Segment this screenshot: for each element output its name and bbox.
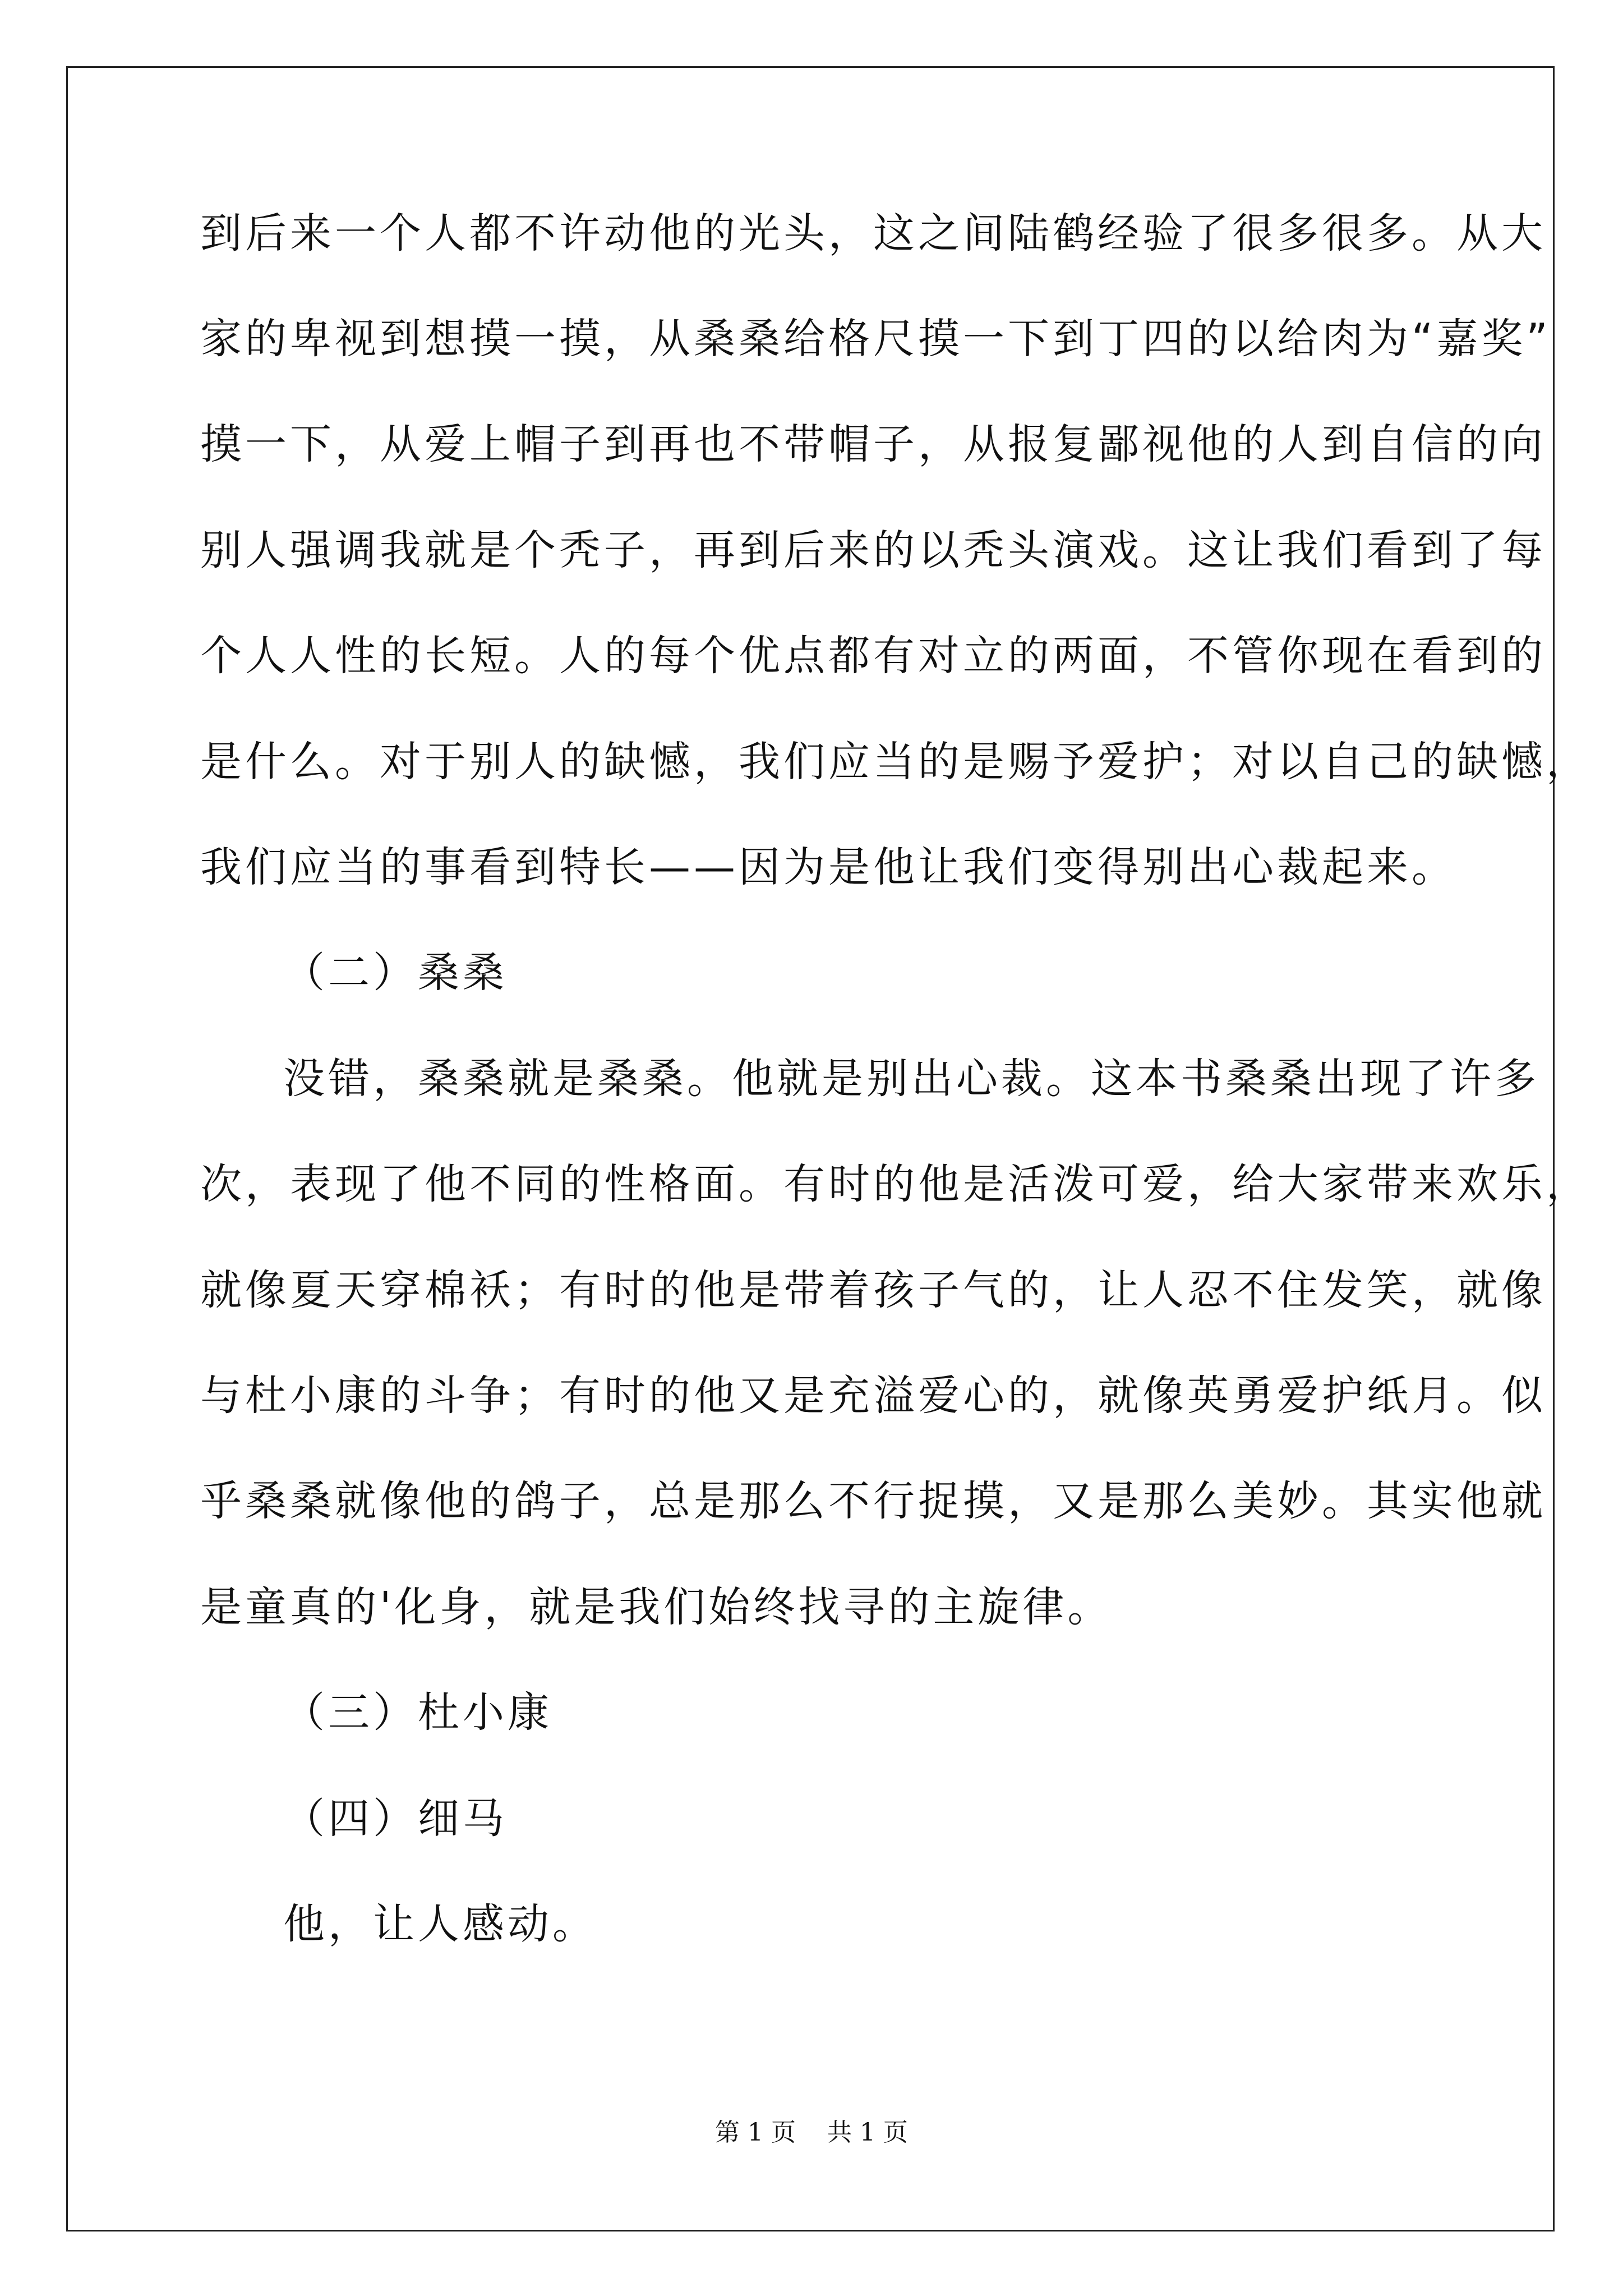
paragraph-1-line-1: 到后来一个人都不许动他的光头，这之间陆鹤经验了很多很多。从大	[200, 209, 1546, 257]
paragraph-2-line-4: 与杜小康的斗争；有时的他又是充溢爱心的，就像英勇爱护纸月。似	[200, 1372, 1546, 1420]
paragraph-2-line-2: 次，表现了他不同的性格面。有时的他是活泼可爱，给大家带来欢乐，	[200, 1160, 1591, 1208]
paragraph-1-line-3: 摸一下，从爱上帽子到再也不带帽子，从报复鄙视他的人到自信的向	[200, 420, 1546, 468]
page-border	[66, 66, 1591, 2231]
paragraph-1-line-7: 我们应当的事看到特长——因为是他让我们变得别出心裁起来。	[200, 843, 1456, 891]
paragraph-1-line-4: 别人强调我就是个秃子，再到后来的以秃头演戏。这让我们看到了每	[200, 526, 1546, 574]
section-heading-2: （二）桑桑	[283, 949, 508, 997]
section-heading-4: （四）细马	[283, 1795, 508, 1843]
paragraph-1-line-5: 个人人性的长短。人的每个优点都有对立的两面，不管你现在看到的	[200, 632, 1546, 680]
paragraph-2-line-3: 就像夏天穿棉袄；有时的他是带着孩子气的，让人忍不住发笑，就像	[200, 1266, 1546, 1314]
paragraph-2-line-6: 是童真的'化身，就是我们始终找寻的主旋律。	[200, 1583, 1113, 1631]
page-number-footer: 第 1 页 共 1 页	[715, 2118, 908, 2147]
paragraph-2-line-1: 没错，桑桑就是桑桑。他就是别出心裁。这本书桑桑出现了许多	[283, 1055, 1539, 1103]
paragraph-3: 他，让人感动。	[283, 1900, 597, 1948]
paragraph-2-line-5: 乎桑桑就像他的鸽子，总是那么不行捉摸，又是那么美妙。其实他就	[200, 1477, 1546, 1525]
paragraph-1-line-6: 是什么。对于别人的缺憾，我们应当的是赐予爱护；对以自己的缺憾，	[200, 738, 1591, 786]
paragraph-1-line-2: 家的卑视到想摸一摸，从桑桑给格尺摸一下到丁四的以给肉为“嘉奖”	[200, 315, 1551, 363]
section-heading-3: （三）杜小康	[283, 1688, 552, 1737]
